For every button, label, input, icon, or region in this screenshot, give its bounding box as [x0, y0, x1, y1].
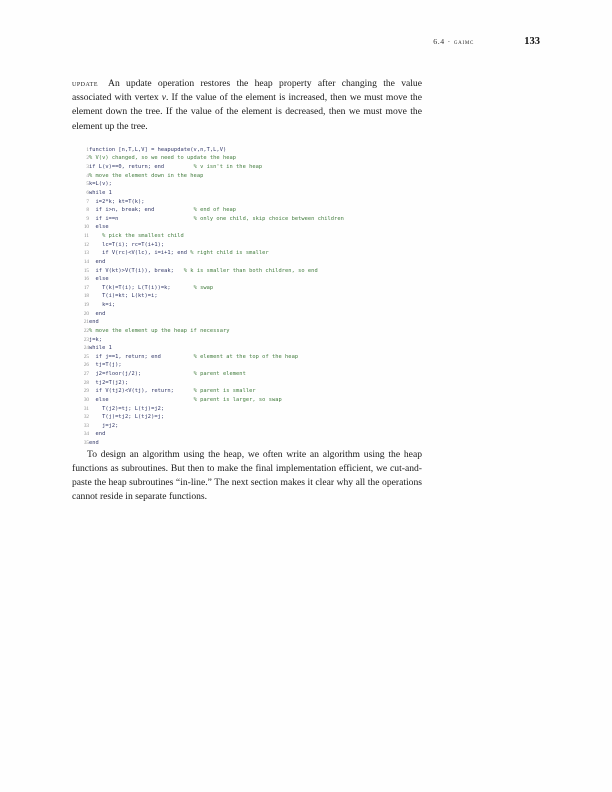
code-line-content — [89, 267, 424, 276]
code-line — [72, 310, 424, 319]
paragraph-update — [72, 76, 422, 134]
code-line-content — [89, 284, 424, 293]
code-line — [72, 361, 424, 370]
code-token: if V(kt)>V(T(i)), break; — [89, 267, 184, 274]
code-comment: % v isn't in the heap — [193, 164, 263, 171]
code-line-number: 1 — [86, 146, 89, 153]
code-line-number: 3 — [86, 164, 89, 171]
code-line — [72, 223, 424, 232]
code-token — [89, 233, 102, 239]
code-line-number: 2 — [86, 155, 89, 162]
code-token: else — [89, 396, 194, 403]
code-line-number: 9 — [86, 215, 89, 222]
code-line — [72, 275, 424, 284]
math-variable-v: v — [161, 92, 166, 104]
code-comment: % right child is smaller — [190, 250, 269, 257]
code-token: if i>n, break; end — [89, 207, 194, 214]
code-line-number: 28 — [83, 379, 89, 386]
code-line-content: j=j2; — [89, 422, 119, 429]
code-line — [72, 215, 424, 224]
code-line-content: while 1 — [89, 345, 112, 352]
code-comment: % parent is larger, so swap — [193, 396, 282, 403]
code-token: if V(tj2)<V(tj), return; — [89, 388, 194, 395]
code-token: j2=floor(j/2); — [89, 371, 194, 378]
code-line — [72, 267, 424, 276]
code-line — [72, 379, 424, 388]
code-line-number: 8 — [86, 207, 89, 214]
code-line-number: 26 — [83, 362, 89, 369]
code-line-number: 30 — [83, 396, 89, 403]
code-line-content — [89, 353, 424, 362]
code-line-number: 25 — [83, 353, 89, 360]
code-line — [72, 198, 424, 207]
code-token: T(k)=T(i); L(T(i))=k; — [89, 284, 194, 291]
page-number: 133 — [524, 36, 540, 47]
running-head-separator: · — [447, 37, 451, 46]
code-line-number: 24 — [83, 345, 89, 352]
code-line-number: 21 — [83, 319, 89, 326]
code-line-content — [89, 396, 424, 405]
code-line-content — [89, 206, 424, 215]
code-listing-table — [72, 146, 424, 448]
code-line — [72, 301, 424, 310]
code-comment: % end of heap — [193, 207, 237, 214]
code-line-number: 10 — [83, 224, 89, 231]
code-line-content: end — [89, 440, 99, 447]
code-line-content: lc=T(i); rc=T(i+1); — [89, 241, 165, 248]
code-line — [72, 154, 424, 163]
code-comment: % pick the smallest child — [102, 233, 184, 240]
code-line — [72, 353, 424, 362]
running-head-section — [433, 37, 474, 46]
code-line — [72, 318, 424, 327]
code-line — [72, 172, 424, 181]
code-line-number: 33 — [83, 422, 89, 429]
code-line — [72, 327, 424, 336]
code-line-content: j=k; — [89, 336, 103, 343]
code-comment: % only one child, skip choice between children — [193, 215, 344, 222]
code-comment: % move the element down in the heap — [89, 172, 204, 179]
code-line — [72, 344, 424, 353]
code-line-content — [89, 370, 424, 379]
code-line-content — [89, 154, 424, 163]
code-listing-body — [72, 146, 424, 448]
paragraph-update-text-2: . If the value of the element is increased, then we must move the element down the tree. If the value of the element is decreased, then we must move the element up the tree. — [72, 92, 422, 132]
paragraph-closing: To design an algorithm using the heap, we often write an algorithm using the heap functions as subroutines. But then to make the final implementation efficient, we cut-and-paste the heap subroutines “in-line.” The next section makes it clear why all the operations cannot reside in separate functions. — [72, 448, 422, 503]
code-line-content — [89, 163, 424, 172]
code-line — [72, 180, 424, 189]
code-line-number: 6 — [86, 189, 89, 196]
code-line-number: 12 — [83, 241, 89, 248]
code-line-number: 7 — [86, 198, 89, 205]
code-line-content: end — [89, 258, 106, 265]
code-token: if L(v)==0, return; end — [89, 164, 194, 171]
code-line — [72, 396, 424, 405]
running-head-section-name: gaimc — [453, 37, 474, 46]
code-line-number: 5 — [86, 181, 89, 188]
code-line — [72, 292, 424, 301]
code-token: if i==n — [89, 215, 194, 222]
code-line-content: end — [89, 431, 106, 438]
code-line-number: 34 — [83, 431, 89, 438]
code-line-number: 32 — [83, 414, 89, 421]
page-content — [72, 76, 422, 505]
code-line-content: tj2=T(j2); — [89, 379, 129, 386]
code-token: if V(rc)<V(lc), i=i+1; end — [89, 250, 191, 257]
code-line — [72, 422, 424, 431]
code-line-content — [89, 232, 424, 241]
code-line-content: else — [89, 224, 109, 231]
running-head-section-number: 6.4 — [433, 37, 445, 46]
code-token: if j==1, return; end — [89, 353, 194, 360]
paragraph-leadin-update: update — [72, 78, 99, 88]
code-line-number: 20 — [83, 310, 89, 317]
code-line-number: 17 — [83, 284, 89, 291]
code-line-content — [89, 249, 424, 258]
code-line-content — [89, 387, 424, 396]
code-line — [72, 413, 424, 422]
code-line-content: T(j)=tj2; L(tj2)=j; — [89, 414, 165, 421]
code-line-content — [89, 215, 424, 224]
code-line — [72, 241, 424, 250]
code-line — [72, 258, 424, 267]
code-line-number: 4 — [86, 172, 89, 179]
code-comment: % swap — [193, 284, 214, 291]
code-line-content: end — [89, 319, 99, 326]
code-line-number: 13 — [83, 250, 89, 257]
paragraph-update-text-1: An update operation restores the heap property after changing the value associated with vertex — [72, 78, 422, 104]
code-line-number: 31 — [83, 405, 89, 412]
code-line — [72, 370, 424, 379]
code-comment: % k is smaller than both children, so end — [183, 267, 318, 274]
code-line-number: 19 — [83, 302, 89, 309]
code-comment: % V(v) changed, so we need to update the heap — [89, 155, 237, 162]
code-line-content: function [n,T,L,V] = heapupdate(v,n,T,L,V) — [89, 146, 227, 153]
code-comment: % element at the top of the heap — [193, 353, 299, 360]
code-comment: % move the element up the heap if necessary — [89, 327, 230, 334]
code-comment: % parent element — [193, 371, 246, 378]
code-line — [72, 430, 424, 439]
code-line-number: 16 — [83, 276, 89, 283]
code-line — [72, 439, 424, 448]
code-line-content: end — [89, 310, 106, 317]
code-line-content — [89, 327, 424, 336]
code-line — [72, 405, 424, 414]
code-line-number: 27 — [83, 371, 89, 378]
code-line-number: 14 — [83, 258, 89, 265]
code-line-number: 23 — [83, 336, 89, 343]
code-line — [72, 249, 424, 258]
code-line — [72, 206, 424, 215]
code-line-content: while 1 — [89, 189, 112, 196]
code-line-content: T(j2)=tj; L(tj)=j2; — [89, 405, 165, 412]
code-line — [72, 284, 424, 293]
code-line-content: tj=T(j); — [89, 362, 122, 369]
code-line-content: else — [89, 276, 109, 283]
code-line-number: 15 — [83, 267, 89, 274]
code-line — [72, 336, 424, 345]
code-line — [72, 163, 424, 172]
code-listing — [72, 146, 424, 448]
code-line-number: 22 — [83, 327, 89, 334]
code-line-content: T(i)=kt; L(kt)=i; — [89, 293, 158, 300]
running-head — [72, 36, 540, 52]
code-line-content: k=L(v); — [89, 181, 112, 188]
code-line — [72, 232, 424, 241]
code-line-content: i=2*k; kt=T(k); — [89, 198, 145, 205]
code-line-number: 18 — [83, 293, 89, 300]
code-line-content: k=i; — [89, 302, 116, 309]
code-line-number: 29 — [83, 388, 89, 395]
code-line-number: 11 — [84, 233, 89, 240]
code-line-content — [89, 172, 424, 181]
code-line — [72, 146, 424, 155]
code-line — [72, 189, 424, 198]
code-line — [72, 387, 424, 396]
code-comment: % parent is smaller — [193, 388, 256, 395]
code-line-number: 35 — [83, 440, 89, 447]
